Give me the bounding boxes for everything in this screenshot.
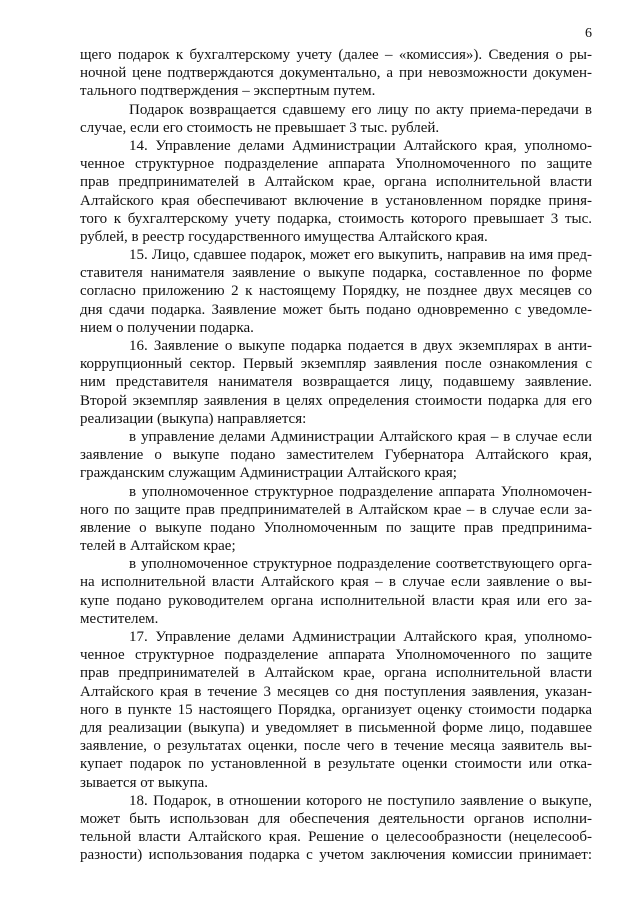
text-line: в управление делами Администрации Алтайского края – в случае если — [129, 428, 592, 445]
text-line: местителем. — [80, 610, 159, 627]
text-line: 18. Подарок, в отношении которого не поступило заявление о выкупе, — [129, 792, 592, 809]
text-line: 14. Управление делами Администрации Алтайского края, уполномо- — [129, 137, 592, 154]
text-line: явление о выкупе подано Уполномоченным по защите прав предпринима- — [80, 519, 592, 536]
text-line: в уполномоченное структурное подразделение соответствующего орга- — [129, 556, 592, 573]
text-line: зывается от выкупа. — [80, 774, 209, 791]
text-line: случае, если его стоимость не превышает 3 тыс. рублей. — [80, 119, 440, 136]
text-line: Алтайского края обеспечивают включение в установленном порядке приня- — [80, 192, 592, 209]
text-line: заявление о выкупе подано заместителем Губернатора Алтайского края, — [80, 447, 592, 464]
text-line: ного в пункте 15 настоящего Порядка, организует оценку стоимости подарка — [80, 701, 592, 718]
text-line: ночной цене подтверждаются документально, а при невозможности докумен- — [80, 65, 592, 82]
text-line: 16. Заявление о выкупе подарка подается в двух экземплярах в анти- — [129, 338, 592, 354]
body-text — [80, 46, 592, 864]
text-line: коррупционный сектор. Первый экземпляр заявления после ознакомления с — [80, 356, 592, 373]
text-line: для реализации (выкупа) и уведомляет в письменной форме лицо, подавшее — [80, 719, 592, 736]
text-line: на исполнительной власти Алтайского края – в случае если заявление о вы- — [80, 574, 592, 591]
text-line: купе подано руководителем органа исполнительной власти края или его за- — [80, 592, 592, 609]
text-line: прав предпринимателей в Алтайском крае, органа исполнительной власти — [80, 665, 592, 682]
text-line: ченное структурное подразделение аппарата Уполномоченного по защите — [80, 156, 592, 173]
text-line: щего подарок к бухгалтерскому учету (далее – «комиссия»). Сведения о ры- — [80, 47, 592, 63]
text-line: разности) использования подарка с учетом заключения комиссии принимает: — [80, 847, 592, 864]
text-line: телей в Алтайском крае; — [80, 538, 236, 555]
text-line: ставителя нанимателя заявление о выкупе подарка, составленное по форме — [80, 265, 592, 282]
text-line: рублей, в реестр государственного имущества Алтайского края. — [80, 228, 488, 245]
text-line: ного по защите прав предпринимателей в Алтайском крае – в случае если за- — [80, 501, 592, 518]
text-line: нием о получении подарка. — [80, 319, 254, 336]
text-line: 15. Лицо, сдавшее подарок, может его выкупить, направив на имя пред- — [129, 247, 592, 264]
text-line: реализации (выкупа) направляется: — [80, 410, 307, 427]
text-line: согласно приложению 2 к настоящему Порядку, не позднее двух месяцев со — [80, 283, 592, 300]
text-line: дня сдачи подарка. Заявление может быть подано одновременно с уведомле- — [80, 301, 592, 318]
text-line: ченное структурное подразделение аппарата Уполномоченного по защите — [80, 647, 592, 664]
text-line: может быть использован для обеспечения деятельности органов исполни- — [80, 810, 592, 827]
text-line: ним представителя нанимателя возвращается лицу, подавшему заявление. — [80, 374, 592, 391]
page-number: 6 — [585, 26, 592, 41]
text-line: прав предпринимателей в Алтайском крае, органа исполнительной власти — [80, 174, 592, 191]
text-line: заявление, о результатах оценки, после чего в течение месяца заявитель вы- — [80, 738, 592, 755]
text-line: в уполномоченное структурное подразделение аппарата Уполномочен- — [129, 483, 592, 500]
text-line: тельной власти Алтайского края. Решение о целесообразности (нецелесооб- — [80, 829, 592, 846]
text-line: того к бухгалтерскому учету подарка, стоимость которого превышает 3 тыс. — [80, 210, 592, 227]
text-line: Подарок возвращается сдавшему его лицу по акту приема-передачи в — [129, 101, 592, 118]
text-line: купает подарок по установленной в результате оценки стоимости или отка- — [80, 756, 592, 773]
text-line: гражданским служащим Администрации Алтайского края; — [80, 465, 457, 482]
text-line: Второй экземпляр заявления в целях определения стоимости подарка для его — [80, 392, 592, 409]
text-line: Алтайского края в течение 3 месяцев со дня поступления заявления, указан- — [80, 683, 592, 700]
text-line: тального подтверждения – экспертным путем. — [80, 83, 376, 100]
text-line: 17. Управление делами Администрации Алтайского края, уполномо- — [129, 629, 592, 645]
